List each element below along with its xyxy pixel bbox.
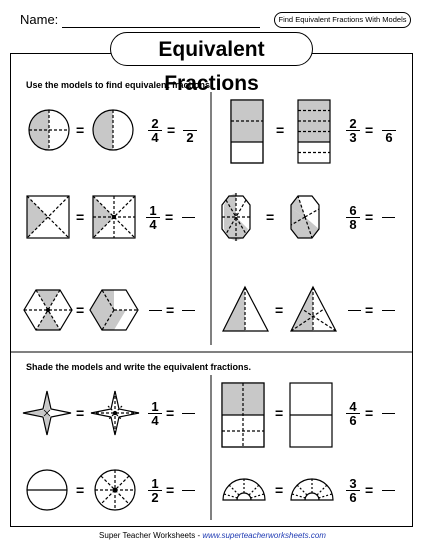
section1-instruction: Use the models to find equivalent fractions. [26, 80, 213, 90]
fraction-numerator: 6 [349, 203, 357, 218]
answer-blank[interactable] [382, 413, 395, 414]
fraction-given [346, 477, 360, 504]
fraction-denominator: 8 [349, 217, 357, 232]
answer-numerator-blank[interactable] [183, 117, 197, 130]
fraction-numerator: 3 [349, 476, 357, 491]
equals-sign: = [76, 405, 85, 421]
octagon-model-quarters [291, 196, 319, 238]
footer-url-link[interactable]: www.superteacherworksheets.com [202, 531, 326, 540]
answer-blank[interactable] [182, 490, 195, 491]
rectangle-model-sixths [298, 100, 330, 163]
equals-sign: = [76, 482, 85, 498]
hexagon-model-sixths [24, 290, 72, 330]
fraction-given [148, 400, 162, 427]
fraction-numerator: 2 [151, 116, 159, 131]
fraction-denominator: 6 [349, 413, 357, 428]
rectangle-model-blank [290, 383, 332, 447]
fraction-given [346, 400, 360, 427]
answer-blank[interactable] [182, 413, 195, 414]
topic-badge: Find Equivalent Fractions With Models [274, 12, 411, 28]
star-model-eighths [91, 391, 139, 435]
answer-blank[interactable] [182, 310, 195, 311]
fraction-answer[interactable] [183, 117, 197, 144]
equals-sign: = [76, 302, 85, 318]
equals-sign: = [365, 302, 374, 318]
fraction-numerator: 4 [349, 399, 357, 414]
square-model-fourths [27, 196, 69, 238]
fraction-numerator: 1 [149, 203, 157, 218]
hexagon-model-thirds [90, 290, 138, 330]
name-label: Name: [20, 12, 59, 27]
equals-sign: = [365, 122, 374, 138]
triangle-model-sixths [291, 287, 336, 331]
equals-sign: = [167, 122, 176, 138]
equals-sign: = [275, 482, 284, 498]
equals-sign: = [166, 482, 175, 498]
fraction-denominator: 6 [385, 130, 393, 145]
fraction-given [146, 204, 160, 231]
circle-model-fourths [29, 110, 69, 150]
answer-numerator-blank[interactable] [382, 117, 396, 130]
equals-sign: = [266, 209, 275, 225]
fraction-denominator: 4 [151, 130, 159, 145]
fraction-answer[interactable] [382, 117, 396, 144]
rectangle-model-thirds [231, 100, 263, 163]
circle-model-halves [93, 110, 133, 150]
footer [0, 531, 425, 540]
equals-sign: = [275, 302, 284, 318]
fraction-given [148, 117, 162, 144]
star-model-quarters [23, 391, 71, 435]
fraction-denominator: 6 [349, 490, 357, 505]
equals-sign: = [166, 302, 175, 318]
fraction-numerator: 1 [151, 399, 159, 414]
equals-sign: = [275, 405, 284, 421]
equals-sign: = [365, 209, 374, 225]
equals-sign: = [166, 405, 175, 421]
fraction-numerator: 1 [151, 476, 159, 491]
equals-sign: = [276, 122, 285, 138]
fraction-denominator: 4 [149, 217, 157, 232]
answer-blank[interactable] [182, 217, 195, 218]
semicircle-model-blank-twelfths [291, 479, 333, 500]
answer-blank[interactable] [382, 217, 395, 218]
equals-sign: = [165, 209, 174, 225]
fraction-given [346, 117, 360, 144]
fraction-denominator: 4 [151, 413, 159, 428]
triangle-model-halves [223, 287, 268, 331]
fraction-denominator: 2 [186, 130, 194, 145]
octagon-model-eighths [222, 193, 250, 241]
answer-blank[interactable] [348, 310, 361, 311]
semicircle-model-blank-sixths [223, 479, 265, 500]
page-title: Equivalent Fractions [110, 32, 313, 66]
circle-model-blank-eighths [95, 470, 135, 510]
equals-sign: = [76, 209, 85, 225]
fraction-denominator: 3 [349, 130, 357, 145]
equals-sign: = [365, 482, 374, 498]
circle-model-blank-halves [27, 470, 67, 510]
footer-brand: Super Teacher Worksheets - [99, 531, 203, 540]
square-model-eighths [93, 196, 135, 238]
rectangle-model-fourths [222, 383, 264, 447]
equals-sign: = [76, 122, 85, 138]
answer-blank[interactable] [149, 310, 162, 311]
fraction-numerator: 2 [349, 116, 357, 131]
answer-blank[interactable] [382, 490, 395, 491]
section2-instruction: Shade the models and write the equivalent fractions. [26, 362, 252, 372]
fraction-given [148, 477, 162, 504]
fraction-given [346, 204, 360, 231]
answer-blank[interactable] [382, 310, 395, 311]
equals-sign: = [365, 405, 374, 421]
fraction-denominator: 2 [151, 490, 159, 505]
